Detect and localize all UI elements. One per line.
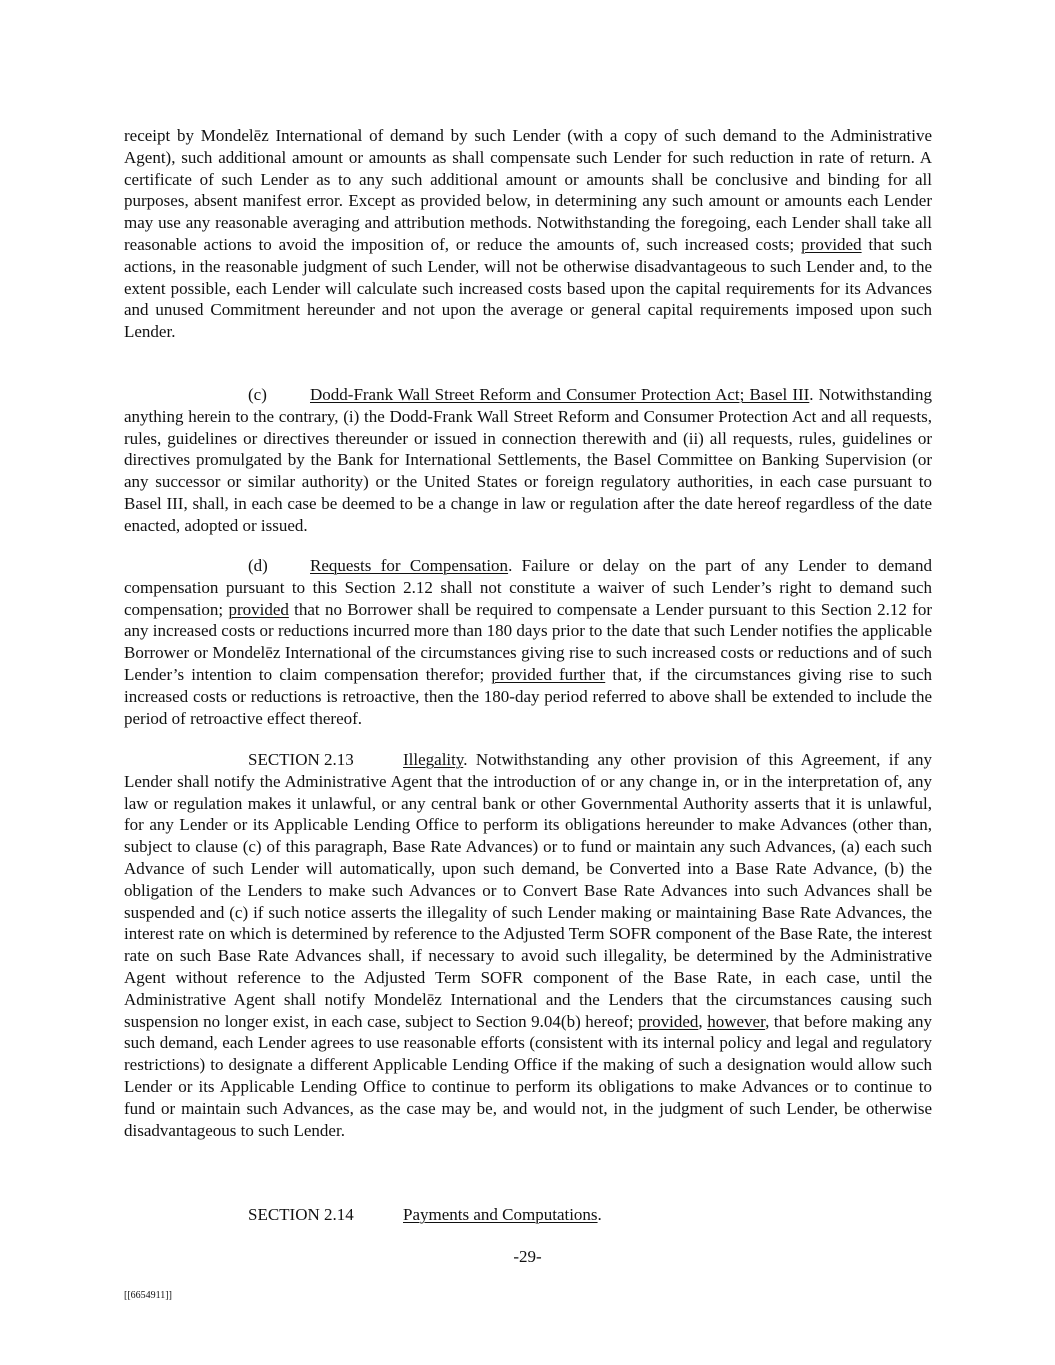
section-2-14-heading <box>248 1204 602 1226</box>
document-id: [[6654911]] <box>124 1290 172 1301</box>
section-heading: Payments and Computations <box>403 1205 598 1224</box>
section-number: SECTION 2.14 <box>248 1205 354 1224</box>
section-heading: Illegality <box>403 750 464 769</box>
clause-heading: Requests for Compensation <box>310 556 509 575</box>
paragraph-text: . Failure or delay on the part of any Lender to demand compensation pursuant to this Section 2.12 shall not constitute a waiver of such Lender’s right to demand such compensation; <box>124 556 932 619</box>
provided-term: provided <box>228 599 289 619</box>
provided-term: provided <box>801 234 862 254</box>
paragraph-text: that no Borrower shall be required to compensate a Lender pursuant to this Section 2.12 for any increased costs or reductions incurred more than 180 days prior to the date that such Lender notifies the applicable Borrower or Mondelēz International of the circumstances giving rise to such increased costs or reductions and of such Lender’s intention to claim compensation therefor; <box>124 599 932 684</box>
heading-period: . <box>809 385 814 404</box>
paragraph-text: . Notwithstanding any other provision of this Agreement, if any Lender shall notify the Administrative Agent that the introduction of or any change in, or in the interpretation of, any law or regulation makes it unlawful, or any central bank or other Governmental Authority asserts that it is unlawful, for any Lender or its Applicable Lending Office to perform its obligations hereunder to make Advances (other than, subject to clause (c) of this paragraph, Base Rate Advances) or to fund or maintain any such Advances, (a) each such Advance of such Lender will automatically, upon such demand, be Converted into a Base Rate Advance, (b) the obligation of the Lenders to make such Advances or to Convert Base Rate Advances into such Advances shall be suspended and (c) if such notice asserts the illegality of such Lender making or maintaining Base Rate Advances, the interest rate on which is determined by reference to the Adjusted Term SOFR component of the Base Rate, the interest rate on such Base Rate Advances shall, if necessary to avoid such illegality, be determined by the Administrative Agent without reference to the Adjusted Term SOFR component of the Base Rate, in each case, until the Administrative Agent shall notify Mondelēz International and the Lenders that the circumstances causing such suspension no longer exist, in each case, subject to Section 9.04(b) hereof; <box>124 750 932 1031</box>
clause-heading: Dodd-Frank Wall Street Reform and Consumer Protection Act; Basel III <box>310 385 810 404</box>
however-term: however <box>707 1011 766 1031</box>
paragraph-yield-protection-continued <box>124 125 932 343</box>
paragraph-text: that such actions, in the reasonable judgment of such Lender, will not be otherwise disadvantageous to such Lender and, to the extent possible, each Lender will calculate such increased costs based upon the capital requirements for its Advances and unused Commitment hereunder and not upon the average or general capital requirements imposed upon such Lender. <box>124 234 932 342</box>
paragraph-c-dodd-frank <box>124 384 932 537</box>
clause-marker-d: (d) <box>248 556 268 575</box>
paragraph-text: , that before making any such demand, each Lender agrees to use reasonable efforts (consistent with its internal policy and legal and regulatory restrictions) to designate a different Applicable Lending Office if the making of such a designation would allow such Lender or its Applicable Lending Office to continue to perform its obligations to make Advances or to continue to fund or maintain such Advances, as the case may be, and would not, in the judgment of such Lender, be otherwise disadvantageous to such Lender. <box>124 1011 932 1140</box>
paragraph-d-requests-for-compensation <box>124 555 932 729</box>
paragraph-text: that, if the circumstances giving rise to such increased costs or reductions is retroactive, then the 180-day period referred to above shall be extended to include the period of retroactive effect thereof. <box>124 664 933 728</box>
paragraph-text: Notwithstanding anything herein to the contrary, (i) the Dodd-Frank Wall Street Reform and Consumer Protection Act and all requests, rules, guidelines or directives thereunder or issued in connection therewith and (ii) all requests, rules, guidelines or directives promulgated by the Bank for International Settlements, the Basel Committee on Banking Supervision (or any successor or similar authority) or the United States or foreign regulatory authorities, in each case pursuant to Basel III, shall, in each case be deemed to be a change in law or regulation after the date hereof regardless of the date enacted, adopted or issued. <box>124 385 932 535</box>
provided-further-term: provided further <box>491 664 606 684</box>
provided-term: provided <box>637 1011 699 1031</box>
heading-period: . <box>597 1205 602 1224</box>
paragraph-text: receipt by Mondelēz International of demand by such Lender (with a copy of such demand to the Administrative Agent), such additional amount or amounts as shall compensate such Lender for such reduction in rate of return. A certificate of such Lender as to any such additional amount or amounts shall be conclusive and binding for all purposes, absent manifest error. Except as provided below, in determining any such amount or amounts each Lender may use any reasonable averaging and attribution methods. Notwithstanding the foregoing, each Lender shall take all reasonable actions to avoid the imposition of, or reduce the amounts of, such increased costs; <box>124 126 932 254</box>
section-2-13-illegality <box>124 749 932 1141</box>
section-number: SECTION 2.13 <box>248 750 354 769</box>
comma: , <box>698 1011 708 1031</box>
clause-marker-c: (c) <box>248 385 267 404</box>
page-number: -29- <box>513 1247 542 1266</box>
